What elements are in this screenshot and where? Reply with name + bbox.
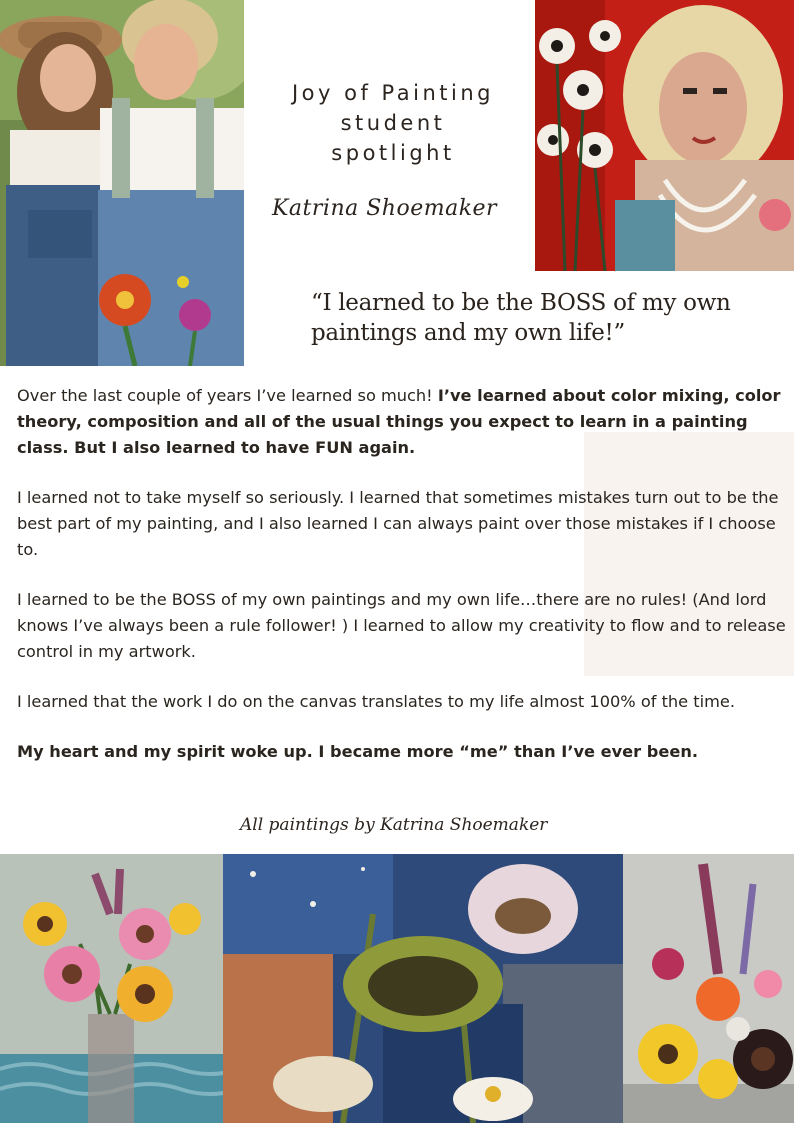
paragraph-3: I learned to be the BOSS of my own paintings and my own life…there are no rules! (And lord knows I’ve always been a rule follower! ) I learned to allow my creativity to flow and to release control in my artwork.: [17, 590, 786, 661]
student-photo: [0, 0, 244, 366]
paragraph-1-bold: I’ve learned about color mixing, color theory, composition and all of the usual things you expect to learn in a painting class. But I also learned to have FUN again.: [17, 386, 781, 457]
paragraph-1: [17, 383, 787, 461]
spotlight-title: [248, 78, 538, 168]
paragraph-1-intro: Over the last couple of years I’ve learned so much!: [17, 386, 438, 405]
bouquet-painting-right: [623, 854, 794, 1123]
paragraph-4: I learned that the work I do on the canvas translates to my life almost 100% of the time.: [17, 692, 735, 711]
paragraph-2: I learned not to take myself so seriously. I learned that sometimes mistakes turn out to be the best part of my painting, and I also learned I can always paint over those mistakes if I choose to.: [17, 488, 779, 559]
pull-quote: “I learned to be the BOSS of my own paintings and my own life!”: [311, 290, 731, 346]
sunflower-painting-center: [223, 854, 623, 1123]
paintings-credit: All paintings by Katrina Shoemaker: [240, 815, 548, 835]
title-line-1: Joy of Painting: [291, 81, 494, 105]
testimonial-body: [17, 383, 787, 789]
title-line-2: student: [340, 111, 446, 135]
title-line-3: spotlight: [331, 141, 455, 165]
paragraph-5: My heart and my spirit woke up. I became more “me” than I’ve ever been.: [17, 742, 698, 761]
student-name-signature: Katrina Shoemaker: [272, 196, 498, 221]
bouquet-painting-left: [0, 854, 223, 1123]
portrait-painting: [535, 0, 794, 271]
